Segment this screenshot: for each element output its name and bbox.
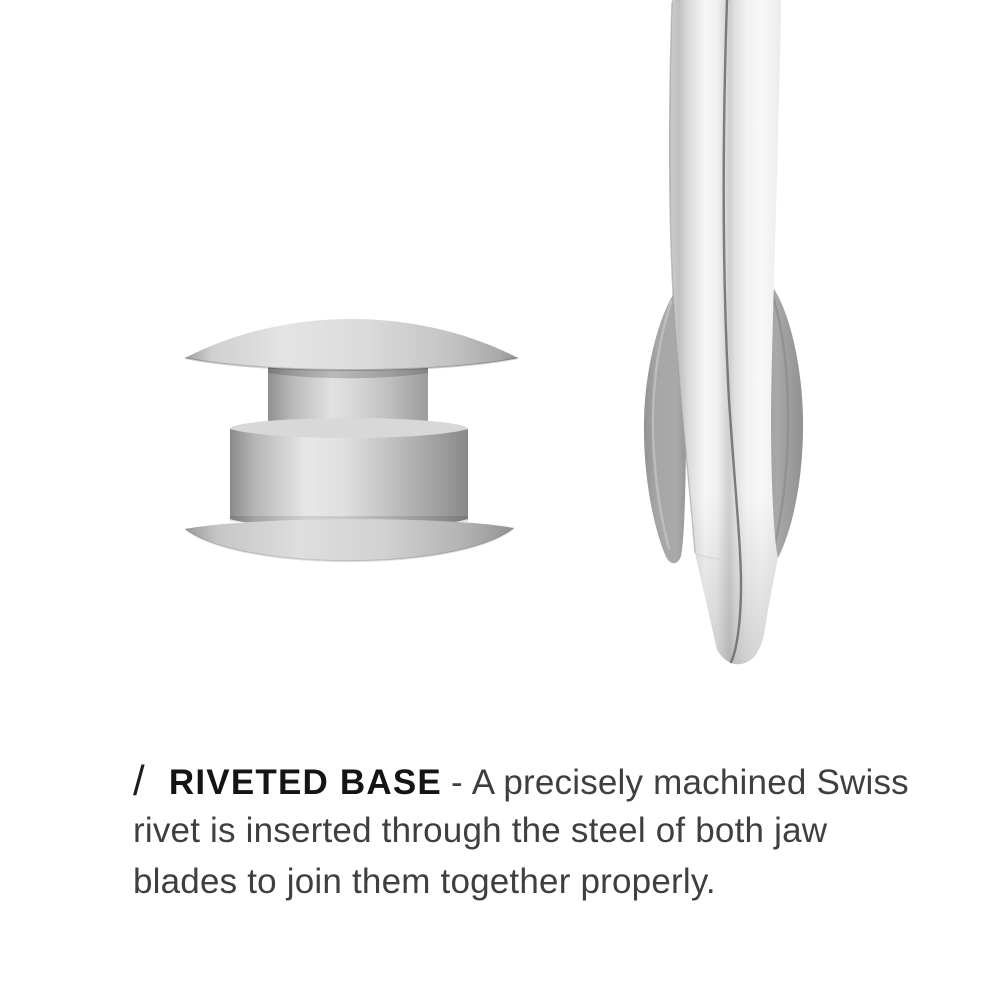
caption-slash: / xyxy=(133,757,145,804)
caption-line-1 xyxy=(133,754,909,805)
caption-line1-text: A precisely machined Swiss xyxy=(471,763,909,802)
caption xyxy=(133,754,909,907)
caption-separator: - xyxy=(450,763,463,802)
caption-line-3: blades to join them together properly. xyxy=(133,862,716,901)
swiss-rivet xyxy=(185,319,518,561)
rivet-bottom-flange xyxy=(185,519,514,561)
rivet-top-cap xyxy=(185,319,518,370)
caption-title: RIVETED BASE xyxy=(168,763,442,802)
caption-line-2: rivet is inserted through the steel of both jaw xyxy=(133,811,828,850)
rivet-body xyxy=(230,429,468,529)
jaw-blades-assembly xyxy=(644,0,803,664)
